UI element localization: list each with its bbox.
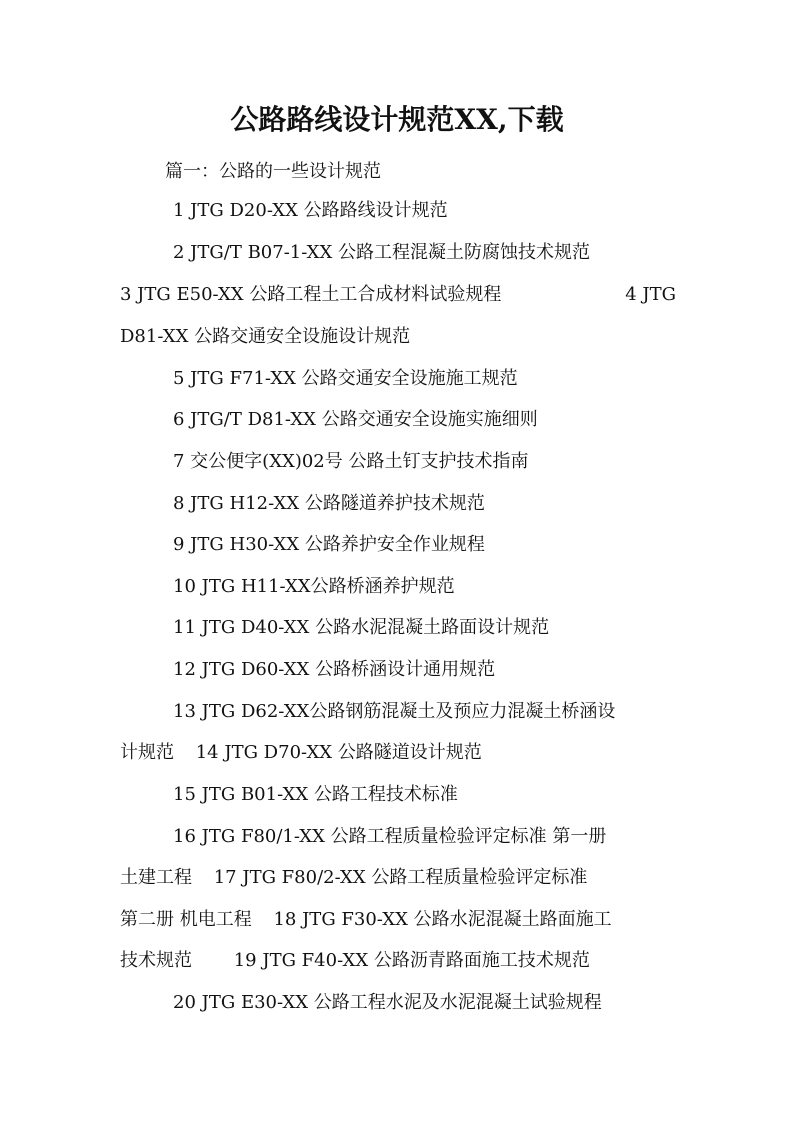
document-title: 公路路线设计规范XX,下载 bbox=[230, 103, 564, 136]
standard-line bbox=[120, 323, 410, 351]
standard-line bbox=[173, 781, 458, 809]
standard-line bbox=[173, 239, 590, 267]
line-text: 第二册 机电工程 bbox=[120, 909, 252, 930]
line-text: 土建工程 bbox=[120, 867, 192, 888]
line-text: 技术规范 bbox=[120, 950, 192, 971]
section-heading: 篇一：公路的一些设计规范 bbox=[165, 161, 381, 182]
standard-line bbox=[173, 531, 485, 559]
line-text: 3 JTG E50-XX 公路工程土工合成材料试验规程 bbox=[120, 284, 502, 305]
line-text: 16 JTG F80/1-XX 公路工程质量检验评定标准 第一册 bbox=[173, 826, 607, 847]
standard-line bbox=[173, 823, 606, 851]
standard-line bbox=[173, 490, 485, 518]
line-text: 2 JTG/T B07-1-XX 公路工程混凝土防腐蚀技术规范 bbox=[173, 242, 591, 263]
line-text: 6 JTG/T D81-XX 公路交通安全设施实施细则 bbox=[173, 409, 538, 430]
standard-line bbox=[173, 197, 448, 225]
standard-line bbox=[120, 906, 612, 934]
line-text: 8 JTG H12-XX 公路隧道养护技术规范 bbox=[173, 493, 485, 514]
line-text: 19 JTG F40-XX 公路沥青路面施工技术规范 bbox=[233, 950, 590, 971]
standard-line bbox=[173, 365, 518, 393]
line-text: 20 JTG E30-XX 公路工程水泥及水泥混凝土试验规程 bbox=[173, 992, 602, 1013]
standard-line bbox=[173, 614, 549, 642]
line-text: 15 JTG B01-XX 公路工程技术标准 bbox=[173, 784, 458, 805]
line-text: D81-XX 公路交通安全设施设计规范 bbox=[120, 326, 411, 347]
standard-line bbox=[173, 656, 495, 684]
line-text: 9 JTG H30-XX 公路养护安全作业规程 bbox=[173, 534, 485, 555]
line-text: 13 JTG D62-XX公路钢筋混凝土及预应力混凝土桥涵设 bbox=[173, 701, 616, 722]
line-text: 计规范 bbox=[120, 742, 174, 763]
standard-line bbox=[173, 406, 538, 434]
line-text: 12 JTG D60-XX 公路桥涵设计通用规范 bbox=[173, 659, 496, 680]
standard-line bbox=[173, 698, 615, 726]
standard-line bbox=[120, 864, 587, 892]
standard-line bbox=[173, 573, 455, 601]
line-text: 10 JTG H11-XX公路桥涵养护规范 bbox=[173, 576, 455, 597]
line-text: 11 JTG D40-XX 公路水泥混凝土路面设计规范 bbox=[173, 617, 550, 638]
standard-line bbox=[120, 947, 590, 975]
line-text: 17 JTG F80/2-XX 公路工程质量检验评定标准 bbox=[213, 867, 588, 888]
line-text: 1 JTG D20-XX 公路路线设计规范 bbox=[173, 200, 448, 221]
line-text: 5 JTG F71-XX 公路交通安全设施施工规范 bbox=[173, 368, 518, 389]
standard-line bbox=[173, 989, 602, 1017]
standard-line bbox=[120, 281, 676, 309]
line-text: 7 交公便字(XX)02号 公路土钉支护技术指南 bbox=[173, 451, 529, 472]
standard-line bbox=[173, 448, 528, 476]
standard-line bbox=[120, 739, 482, 767]
line-text: 18 JTG F30-XX 公路水泥混凝土路面施工 bbox=[273, 909, 612, 930]
line-text: 14 JTG D70-XX 公路隧道设计规范 bbox=[195, 742, 482, 763]
line-text: 4 JTG bbox=[625, 284, 676, 305]
